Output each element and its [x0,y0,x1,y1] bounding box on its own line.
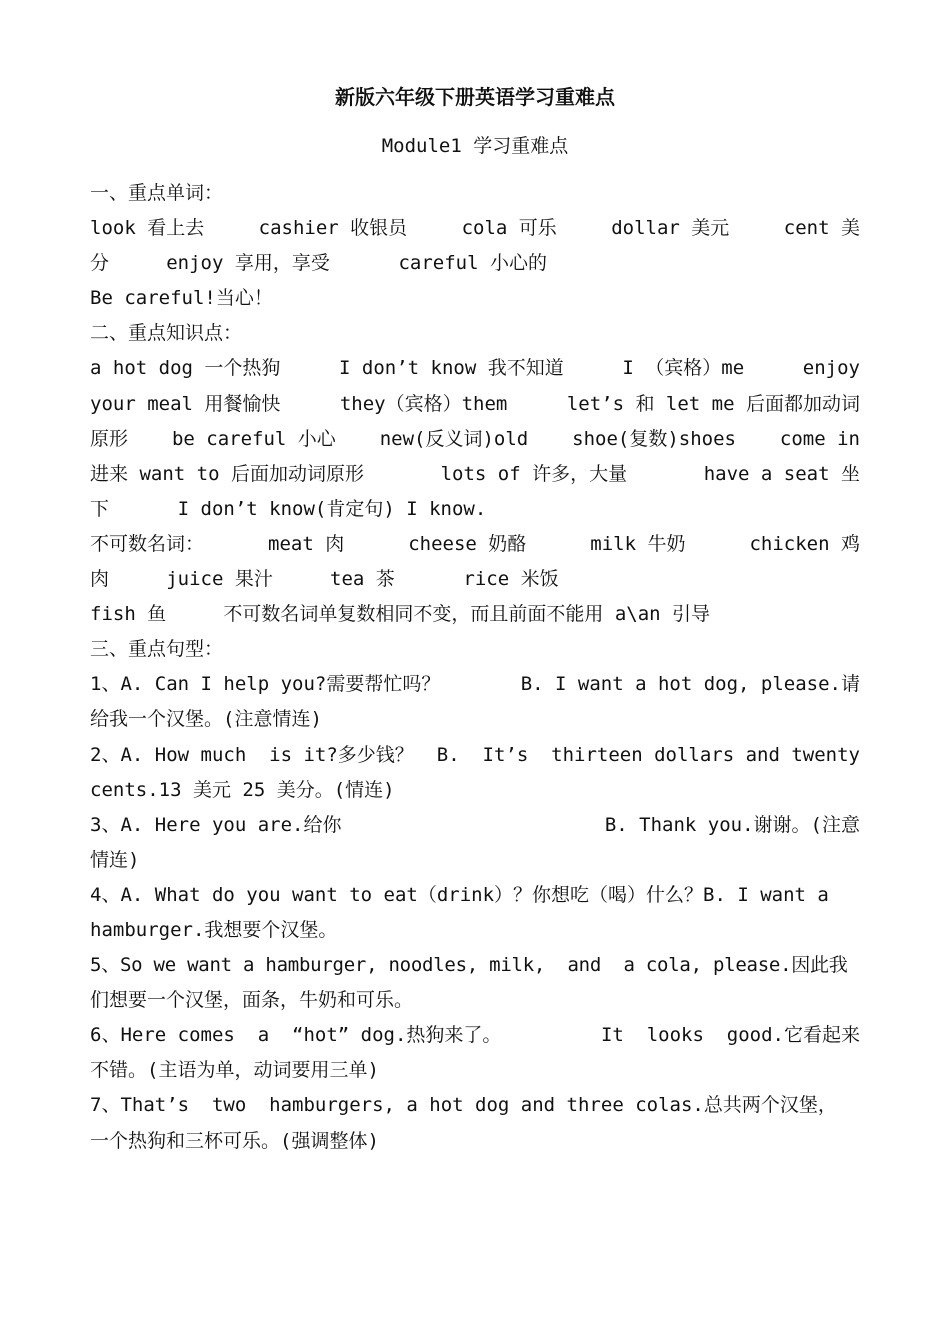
phrase-item: have a seat 坐 [703,462,860,485]
text-line [90,387,860,422]
noun-item: chicken 鸡 [749,532,860,555]
text-line: 下 I don’t know(肯定句) I know. [90,497,487,520]
document-body [90,176,860,1159]
phrase-item: 进来 want to 后面加动词原形 [90,462,364,485]
sentence-part: B. I want a hot dog, please.请 [520,673,860,696]
phrase-item: your meal 用餐愉快 [90,392,281,415]
text-line: fish 鱼 不可数名词单复数相同不变，而且前面不能用 a\an 引导 [90,603,711,626]
word-item: cola 可乐 [461,217,557,240]
word-item: look 看上去 [90,217,205,240]
word-item: cashier 收银员 [258,217,408,240]
text-line [90,351,860,386]
sentence-line [90,878,860,913]
sentence-part: 6、Here comes a “hot” dog.热狗来了。 [90,1024,502,1047]
sentence-line: hamburger.我想要个汉堡。 [90,918,338,941]
text-line [90,422,860,457]
section-heading-sentences: 三、重点句型： [90,638,224,661]
word-item: cent 美 [783,217,860,240]
sentence-part: It looks good.它看起来 [600,1024,860,1047]
noun-item: milk 牛奶 [590,532,686,555]
sentence-part: 5、So we want a hamburger, noodles, milk, and a cola, please.因此我 [90,954,848,977]
sentence-line [90,1088,860,1123]
phrase-item: enjoy [802,357,860,380]
sentence-line [90,1018,860,1053]
text-line [90,527,860,562]
phrase-item: they（宾格）them [339,392,508,415]
text-line: Be careful!当心！ [90,287,273,310]
sentence-line [90,948,860,983]
text-line [90,457,860,492]
sentence-part: 3、A. Here you are.给你 [90,813,342,836]
sentence-line [90,738,860,773]
phrase-item: lots of 许多，大量 [440,462,628,485]
sentence-part: B. It’s thirteen dollars and twenty [436,743,860,766]
phrase-item: 原形 [90,427,129,450]
word-item: dollar 美元 [611,217,730,240]
document-title: 新版六年级下册英语学习重难点 [335,85,615,109]
sentence-part: B. Thank you.谢谢。(注意 [604,813,860,836]
sentence-line: 情连) [90,848,140,871]
phrase-item: be careful 小心 [171,427,336,450]
sentence-line: 们想要一个汉堡，面条，牛奶和可乐。 [90,989,414,1012]
sentence-line: 一个热狗和三杯可乐。(强调整体) [90,1129,379,1152]
phrase-item: new(反义词)old [379,427,529,450]
phrase-item: I don’t know 我不知道 [339,357,564,380]
text-line: 肉 juice 果汁 tea 茶 rice 米饭 [90,568,559,591]
sentence-part: 4、A. What do you want to eat（drink）？你想吃（喝）什么？B. I want a [90,883,829,906]
module-title: Module1 学习重难点 [381,135,569,157]
noun-item: cheese 奶酪 [408,532,527,555]
phrase-item: come in [779,427,860,450]
noun-item: meat 肉 [268,532,345,555]
phrase-item: a hot dog 一个热狗 [90,357,281,380]
text-line [90,211,860,246]
sentence-part: 7、That’s two hamburgers, a hot dog and three colas.总共两个汉堡， [90,1094,837,1117]
sentence-line: 不错。(主语为单，动词要用三单) [90,1059,379,1082]
section-heading-words: 一、重点单词： [90,182,224,204]
phrase-item: I （宾格）me [622,357,745,380]
phrase-item: shoe(复数)shoes [572,427,736,450]
phrase-item: let’s 和 let me 后面都加动词 [566,392,860,415]
text-line: 分 enjoy 享用，享受 careful 小心的 [90,252,547,275]
sentence-line: 给我一个汉堡。(注意情连) [90,708,322,731]
sentence-line: cents.13 美元 25 美分。(情连) [90,778,395,801]
sentence-line [90,667,860,702]
sentence-part: 1、A. Can I help you?需要帮忙吗？ [90,673,441,696]
sentence-part: 2、A. How much is it?多少钱？ [90,743,414,766]
section-heading-knowledge: 二、重点知识点： [90,322,243,345]
noun-item: 不可数名词： [90,532,205,555]
sentence-line [90,808,860,843]
